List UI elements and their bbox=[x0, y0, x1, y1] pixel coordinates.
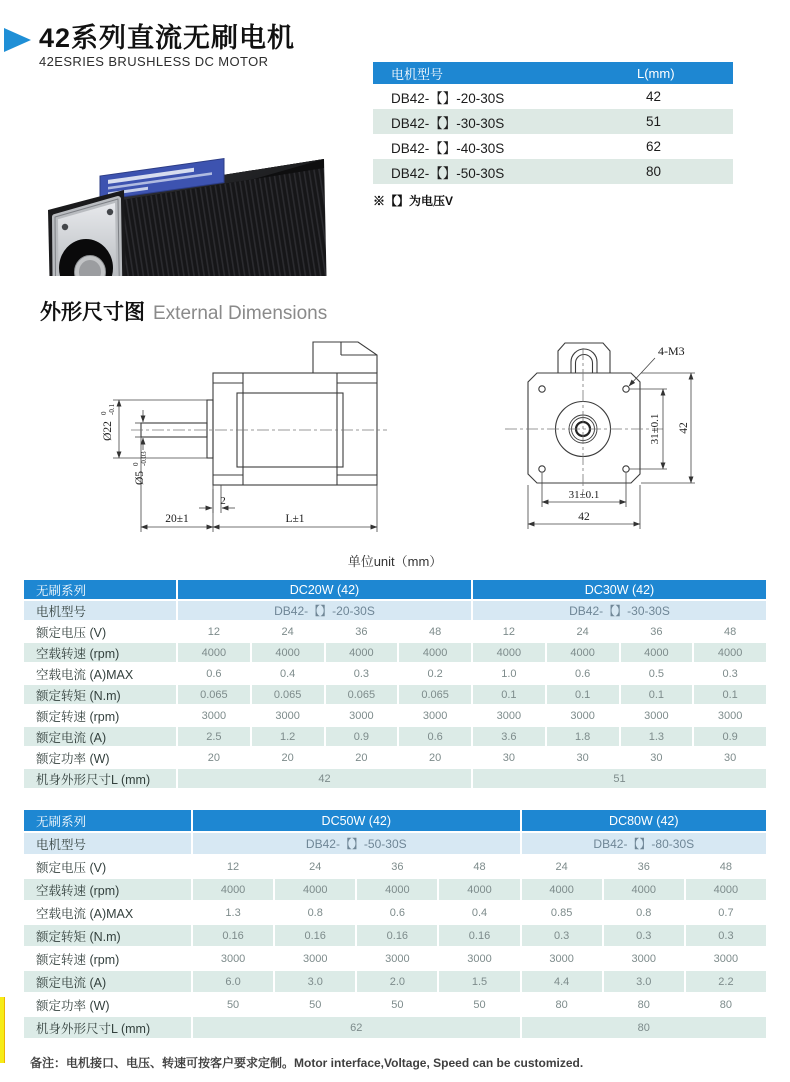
spec-row-label: 额定转矩 (N.m) bbox=[24, 685, 176, 704]
spec-value-cell: 24 bbox=[275, 856, 355, 877]
spec-value-cell: 1.8 bbox=[547, 727, 619, 746]
spec-value-cell: 6.0 bbox=[193, 971, 273, 992]
spec-value-cell: 0.1 bbox=[621, 685, 693, 704]
spec-value-cell: 0.9 bbox=[326, 727, 398, 746]
spec-value-cell: 4000 bbox=[473, 643, 545, 662]
svg-text:-0.1: -0.1 bbox=[108, 403, 116, 415]
length-row bbox=[24, 769, 766, 788]
spec-value-cell: 0.4 bbox=[439, 902, 519, 923]
spec-value-cell: 50 bbox=[275, 994, 355, 1015]
spec-value-cell: 24 bbox=[522, 856, 602, 877]
spec-value-cell: 4000 bbox=[694, 643, 766, 662]
footer-note: 备注：电机接口、电压、转速可按客户要求定制。Motor interface,Voltage, Speed can be customized. bbox=[30, 1056, 584, 1070]
spec-row bbox=[24, 727, 766, 746]
dim-width-label: 42 bbox=[578, 511, 590, 523]
spec-value-cell: 20 bbox=[399, 748, 471, 767]
model-label-cell: 电机型号 bbox=[24, 833, 191, 854]
spec-value-cell: 3.0 bbox=[275, 971, 355, 992]
side-view-drawing bbox=[95, 332, 475, 547]
spec-value-cell: 0.9 bbox=[694, 727, 766, 746]
model-cell: DB42-【】-30-30S bbox=[373, 109, 613, 134]
dim-shaft-diameter-label bbox=[132, 451, 148, 485]
spec-value-cell: 0.6 bbox=[178, 664, 250, 683]
spec-row bbox=[24, 748, 766, 767]
spec-row bbox=[24, 622, 766, 641]
spec-value-cell: 80 bbox=[686, 994, 766, 1015]
spec-value-cell: 0.1 bbox=[547, 685, 619, 704]
spec-value-cell: 1.3 bbox=[621, 727, 693, 746]
svg-text:Ø22: Ø22 bbox=[102, 421, 114, 441]
length-label-cell: 机身外形尺寸L (mm) bbox=[24, 769, 176, 788]
spec-row-label: 额定转速 (rpm) bbox=[24, 706, 176, 725]
dimensions-section-title bbox=[40, 296, 327, 326]
spec-row-label: 额定电流 (A) bbox=[24, 727, 176, 746]
spec-value-cell: 3000 bbox=[604, 948, 684, 969]
spec-value-cell: 4000 bbox=[686, 879, 766, 900]
page-header bbox=[4, 24, 295, 69]
spec-value-cell: 50 bbox=[193, 994, 273, 1015]
model-col-header: 电机型号 bbox=[373, 62, 613, 84]
spec-value-cell: 48 bbox=[694, 622, 766, 641]
model-cell: DB42-【】-20-30S bbox=[391, 90, 505, 106]
spec-row-label: 额定转速 (rpm) bbox=[24, 948, 191, 969]
spec-value-cell: 0.3 bbox=[326, 664, 398, 683]
length-cell: 62 bbox=[646, 139, 662, 154]
page-subtitle: 42ESRIES BRUSHLESS DC MOTOR bbox=[39, 54, 269, 70]
spec-value-cell: 0.065 bbox=[399, 685, 471, 704]
spec-value-cell: 0.5 bbox=[621, 664, 693, 683]
spec-value-cell: 0.8 bbox=[275, 902, 355, 923]
svg-text:31±0.1: 31±0.1 bbox=[649, 413, 661, 445]
spec-value-cell: 0.4 bbox=[252, 664, 324, 683]
spec-value-cell: 4.4 bbox=[522, 971, 602, 992]
spec-value-cell: 0.065 bbox=[252, 685, 324, 704]
spec-value-cell: 3000 bbox=[326, 706, 398, 725]
spec-value-cell: 4000 bbox=[275, 879, 355, 900]
spec-value-cell: 20 bbox=[252, 748, 324, 767]
spec-row-label: 额定功率 (W) bbox=[24, 748, 176, 767]
spec-row-label: 额定电压 (V) bbox=[24, 856, 191, 877]
blue-triangle-icon bbox=[4, 28, 31, 52]
spec-value-cell: 12 bbox=[193, 856, 273, 877]
series-header-row bbox=[24, 580, 766, 599]
spec-value-cell: 1.0 bbox=[473, 664, 545, 683]
dim-step-label: 2 bbox=[220, 495, 226, 507]
spec-row bbox=[24, 643, 766, 662]
series-label-cell: 无刷系列 bbox=[24, 810, 191, 831]
spec-row bbox=[24, 971, 766, 992]
spec-value-cell: 4000 bbox=[439, 879, 519, 900]
page-title: 42系列直流无刷电机 bbox=[39, 23, 296, 53]
spec-value-cell: 0.85 bbox=[522, 902, 602, 923]
spec-value-cell: 3000 bbox=[357, 948, 437, 969]
spec-row-label: 额定转矩 (N.m) bbox=[24, 925, 191, 946]
length-value-cell: 42 bbox=[178, 769, 471, 788]
yellow-highlight-strip bbox=[0, 997, 5, 1063]
spec-value-cell: 3000 bbox=[547, 706, 619, 725]
spec-value-cell: 4000 bbox=[522, 879, 602, 900]
spec-value-cell: 3000 bbox=[399, 706, 471, 725]
spec-value-cell: 24 bbox=[547, 622, 619, 641]
spec-value-cell: 24 bbox=[252, 622, 324, 641]
dim-hole-pitch-v-label bbox=[649, 414, 661, 445]
spec-value-cell: 36 bbox=[357, 856, 437, 877]
dim-height-label bbox=[678, 422, 690, 434]
spec-value-cell: 0.3 bbox=[694, 664, 766, 683]
model-value-cell: DB42-【】-50-30S bbox=[193, 833, 520, 854]
svg-text:0: 0 bbox=[132, 462, 140, 466]
spec-value-cell: 0.16 bbox=[357, 925, 437, 946]
spec-value-cell: 4000 bbox=[547, 643, 619, 662]
spec-value-cell: 36 bbox=[326, 622, 398, 641]
spec-row-label: 额定电流 (A) bbox=[24, 971, 191, 992]
spec-value-cell: 0.6 bbox=[399, 727, 471, 746]
spec-value-cell: 3000 bbox=[439, 948, 519, 969]
series-group-cell: DC50W (42) bbox=[193, 810, 520, 831]
spec-value-cell: 2.0 bbox=[357, 971, 437, 992]
svg-text:Ø5: Ø5 bbox=[134, 470, 146, 486]
motor-photo bbox=[8, 84, 338, 276]
spec-row bbox=[24, 925, 766, 946]
spec-row-label: 空载电流 (A)MAX bbox=[24, 664, 176, 683]
spec-value-cell: 12 bbox=[473, 622, 545, 641]
spec-value-cell: 3.6 bbox=[473, 727, 545, 746]
spec-value-cell: 3000 bbox=[694, 706, 766, 725]
spec-row bbox=[24, 994, 766, 1015]
length-cell: 42 bbox=[646, 89, 662, 104]
holes-label: 4-M3 bbox=[658, 344, 685, 358]
length-cell: 51 bbox=[613, 109, 733, 134]
spec-value-cell: 3.0 bbox=[604, 971, 684, 992]
svg-text:0: 0 bbox=[100, 411, 108, 415]
spec-value-cell: 4000 bbox=[193, 879, 273, 900]
series-group-cell: DC30W (42) bbox=[473, 580, 766, 599]
series-group-cell: DC80W (42) bbox=[522, 810, 766, 831]
spec-value-cell: 0.16 bbox=[275, 925, 355, 946]
spec-value-cell: 50 bbox=[439, 994, 519, 1015]
spec-value-cell: 30 bbox=[694, 748, 766, 767]
spec-value-cell: 2.5 bbox=[178, 727, 250, 746]
dim-shaft-length-label: 20±1 bbox=[165, 513, 189, 525]
spec-value-cell: 80 bbox=[522, 994, 602, 1015]
spec-value-cell: 20 bbox=[178, 748, 250, 767]
length-col-header: L(mm) bbox=[613, 62, 733, 84]
spec-row-label: 空载转速 (rpm) bbox=[24, 879, 191, 900]
model-label-cell: 电机型号 bbox=[24, 601, 176, 620]
spec-value-cell: 48 bbox=[399, 622, 471, 641]
spec-row bbox=[24, 856, 766, 877]
spec-row bbox=[24, 685, 766, 704]
dim-body-length-label: L±1 bbox=[285, 513, 305, 525]
spec-value-cell: 0.8 bbox=[604, 902, 684, 923]
spec-value-cell: 3000 bbox=[522, 948, 602, 969]
spec-value-cell: 0.1 bbox=[694, 685, 766, 704]
spec-value-cell: 80 bbox=[604, 994, 684, 1015]
spec-value-cell: 0.1 bbox=[473, 685, 545, 704]
spec-value-cell: 1.5 bbox=[439, 971, 519, 992]
spec-value-cell: 4000 bbox=[399, 643, 471, 662]
spec-row-label: 空载电流 (A)MAX bbox=[24, 902, 191, 923]
length-row bbox=[24, 1017, 766, 1038]
length-label-cell: 机身外形尺寸L (mm) bbox=[24, 1017, 191, 1038]
model-value-cell: DB42-【】-30-30S bbox=[473, 601, 766, 620]
spec-value-cell: 48 bbox=[686, 856, 766, 877]
spec-row bbox=[24, 879, 766, 900]
spec-value-cell: 0.2 bbox=[399, 664, 471, 683]
model-cell: DB42-【】-40-30S bbox=[391, 140, 505, 156]
spec-value-cell: 3000 bbox=[621, 706, 693, 725]
series-label-cell: 无刷系列 bbox=[24, 580, 176, 599]
spec-value-cell: 0.3 bbox=[686, 925, 766, 946]
spec-table-dc20-dc30 bbox=[22, 578, 768, 790]
series-header-row bbox=[24, 810, 766, 831]
section-title-en: External Dimensions bbox=[153, 303, 328, 324]
spec-value-cell: 0.065 bbox=[178, 685, 250, 704]
spec-row bbox=[24, 948, 766, 969]
spec-value-cell: 0.065 bbox=[326, 685, 398, 704]
dim-flange-diameter-label bbox=[100, 403, 116, 440]
unit-label: 单位unit（mm） bbox=[347, 554, 443, 569]
table-row bbox=[373, 159, 733, 184]
model-value-cell: DB42-【】-80-30S bbox=[522, 833, 766, 854]
section-title-cn: 外形尺寸图 bbox=[40, 301, 145, 324]
spec-row-label: 空载转速 (rpm) bbox=[24, 643, 176, 662]
spec-value-cell: 2.2 bbox=[686, 971, 766, 992]
dim-hole-pitch-h-label: 31±0.1 bbox=[568, 489, 600, 501]
svg-text:42: 42 bbox=[678, 422, 690, 434]
model-row bbox=[24, 601, 766, 620]
spec-value-cell: 0.3 bbox=[522, 925, 602, 946]
spec-value-cell: 12 bbox=[178, 622, 250, 641]
spec-value-cell: 0.16 bbox=[439, 925, 519, 946]
spec-value-cell: 20 bbox=[326, 748, 398, 767]
spec-value-cell: 0.7 bbox=[686, 902, 766, 923]
svg-text:-0.03: -0.03 bbox=[140, 451, 148, 466]
spec-value-cell: 3000 bbox=[473, 706, 545, 725]
model-value-cell: DB42-【】-20-30S bbox=[178, 601, 471, 620]
spec-value-cell: 3000 bbox=[252, 706, 324, 725]
spec-table bbox=[22, 808, 768, 1040]
spec-value-cell: 30 bbox=[473, 748, 545, 767]
spec-value-cell: 30 bbox=[547, 748, 619, 767]
spec-value-cell: 0.16 bbox=[193, 925, 273, 946]
spec-value-cell: 0.6 bbox=[547, 664, 619, 683]
spec-row bbox=[24, 902, 766, 923]
spec-value-cell: 4000 bbox=[357, 879, 437, 900]
spec-value-cell: 0.3 bbox=[604, 925, 684, 946]
model-cell: DB42-【】-50-30S bbox=[373, 159, 613, 184]
table-row bbox=[373, 84, 733, 109]
voltage-note: ※【】为电压V bbox=[373, 194, 454, 208]
series-group-cell: DC20W (42) bbox=[178, 580, 471, 599]
spec-value-cell: 36 bbox=[604, 856, 684, 877]
spec-table bbox=[22, 578, 768, 790]
spec-value-cell: 36 bbox=[621, 622, 693, 641]
spec-value-cell: 1.3 bbox=[193, 902, 273, 923]
spec-value-cell: 3000 bbox=[178, 706, 250, 725]
spec-value-cell: 4000 bbox=[326, 643, 398, 662]
length-cell: 80 bbox=[613, 159, 733, 184]
spec-value-cell: 0.6 bbox=[357, 902, 437, 923]
spec-row bbox=[24, 706, 766, 725]
spec-value-cell: 1.2 bbox=[252, 727, 324, 746]
spec-value-cell: 3000 bbox=[275, 948, 355, 969]
spec-table-dc50-dc80 bbox=[22, 808, 768, 1040]
table-row bbox=[373, 134, 733, 159]
spec-value-cell: 4000 bbox=[604, 879, 684, 900]
spec-value-cell: 30 bbox=[621, 748, 693, 767]
model-length-block bbox=[373, 62, 733, 209]
spec-value-cell: 4000 bbox=[178, 643, 250, 662]
table-row bbox=[373, 109, 733, 134]
spec-value-cell: 4000 bbox=[252, 643, 324, 662]
spec-row bbox=[24, 664, 766, 683]
length-value-cell: 62 bbox=[193, 1017, 520, 1038]
spec-value-cell: 3000 bbox=[193, 948, 273, 969]
spec-value-cell: 3000 bbox=[686, 948, 766, 969]
table-header-row bbox=[373, 62, 733, 84]
spec-value-cell: 48 bbox=[439, 856, 519, 877]
front-view-drawing bbox=[495, 332, 790, 547]
spec-row-label: 额定电压 (V) bbox=[24, 622, 176, 641]
spec-value-cell: 50 bbox=[357, 994, 437, 1015]
model-length-table bbox=[373, 62, 733, 184]
length-value-cell: 51 bbox=[473, 769, 766, 788]
spec-value-cell: 4000 bbox=[621, 643, 693, 662]
model-row bbox=[24, 833, 766, 854]
spec-row-label: 额定功率 (W) bbox=[24, 994, 191, 1015]
length-value-cell: 80 bbox=[522, 1017, 766, 1038]
